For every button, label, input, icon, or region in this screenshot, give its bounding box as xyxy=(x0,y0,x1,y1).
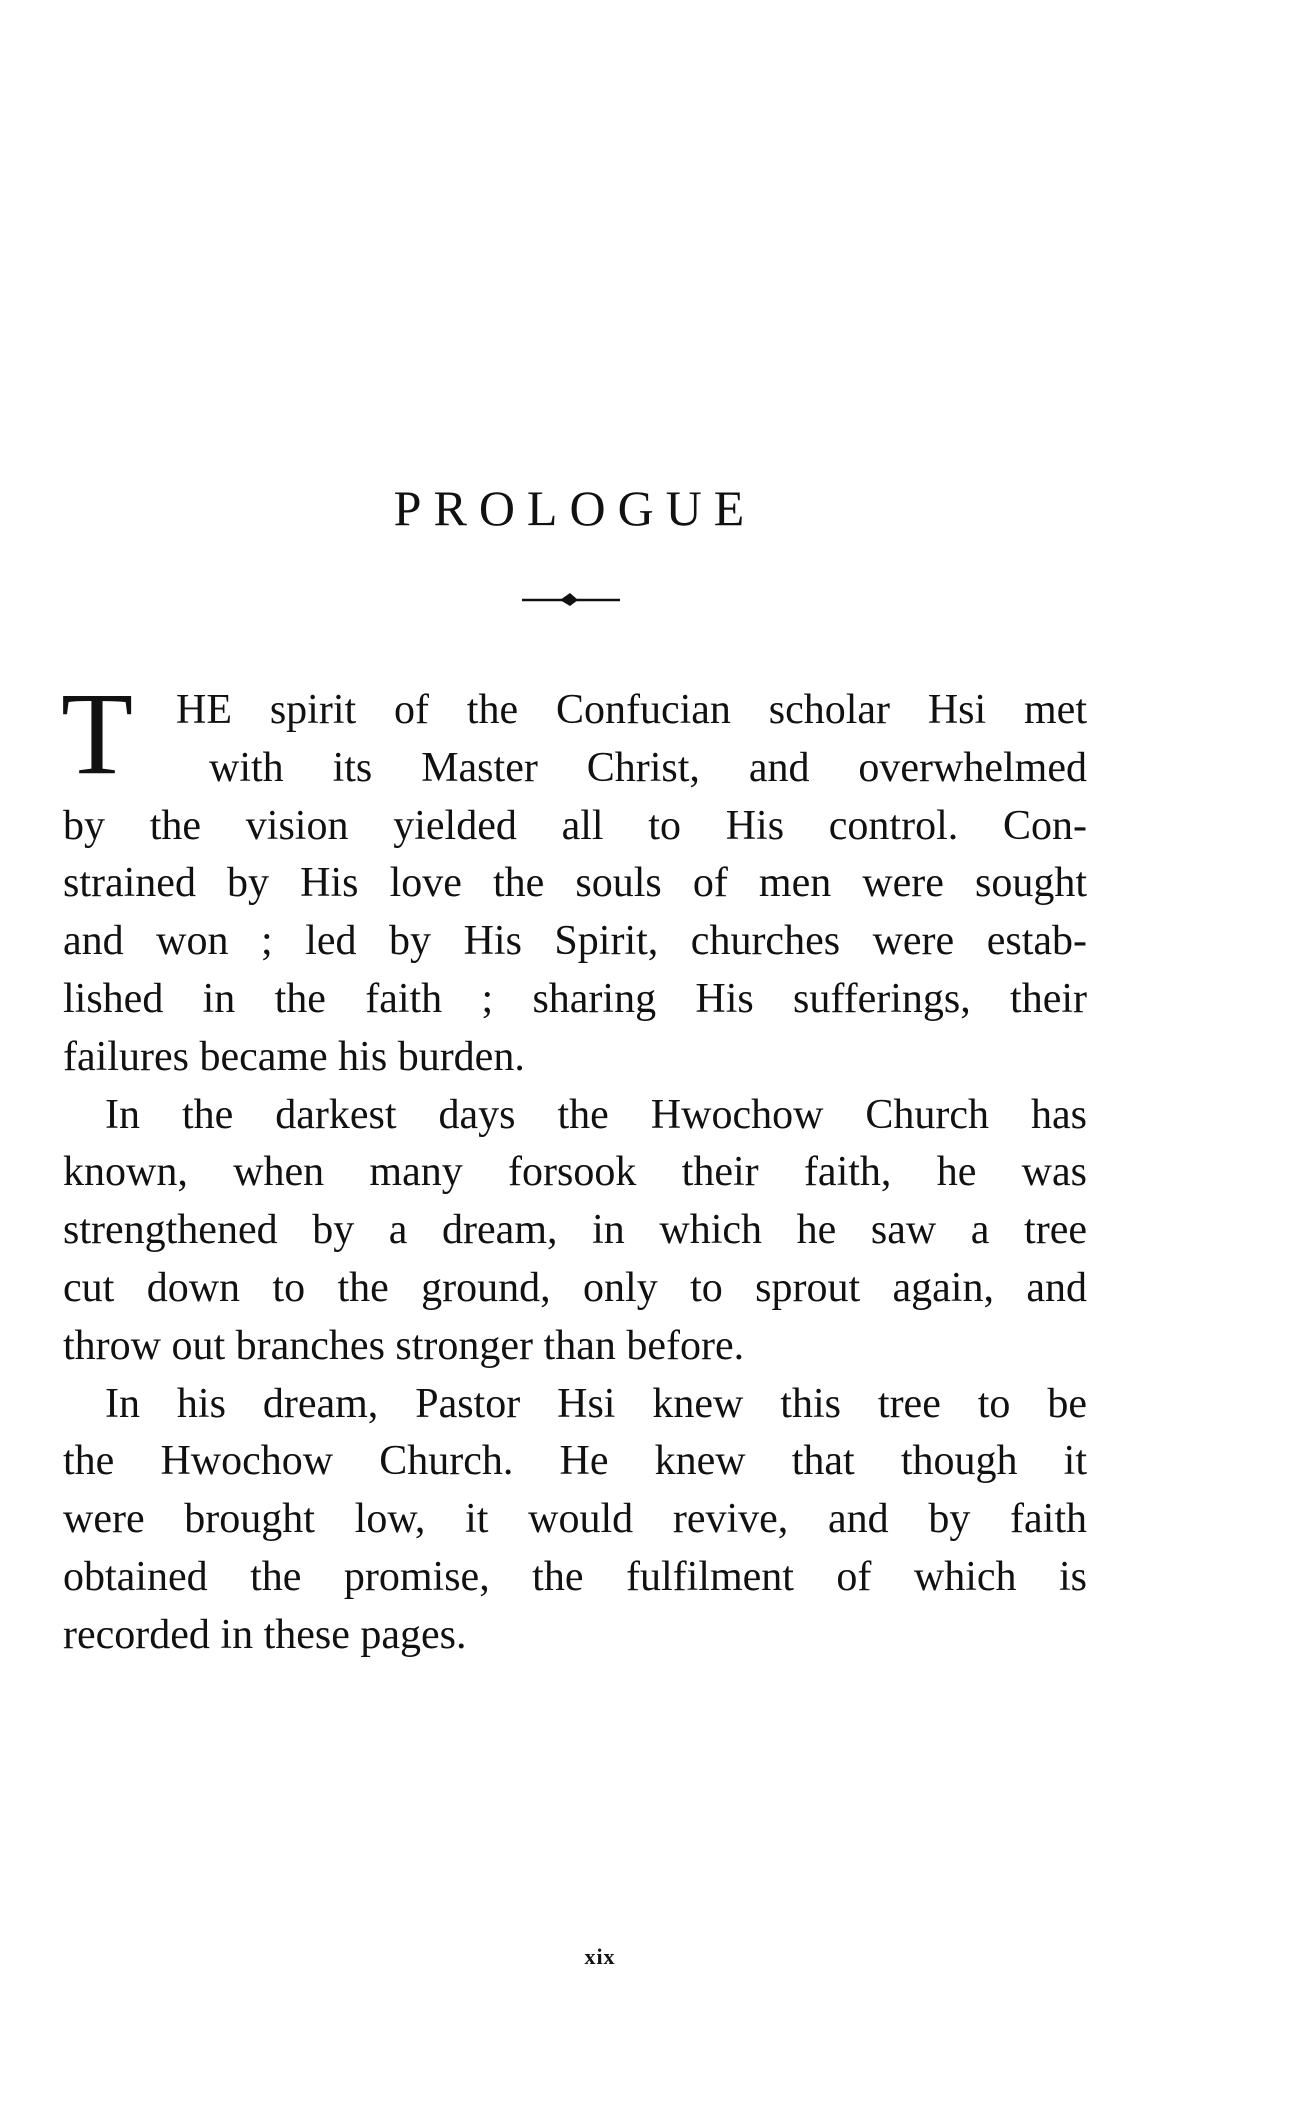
paragraph-3 xyxy=(63,1376,1087,1665)
prologue-text xyxy=(61,668,1087,1665)
paragraph-1 xyxy=(61,668,1087,1087)
paragraph-2 xyxy=(63,1087,1087,1376)
text-line: recorded in these pages. xyxy=(63,1611,467,1658)
page-number: xix xyxy=(584,1944,616,1969)
text-line: known, when many forsook their faith, he was xyxy=(63,1149,1087,1196)
text-line: obtained the promise, the fulfilment of which is xyxy=(63,1553,1087,1600)
text-line: In his dream, Pastor Hsi knew this tree to be xyxy=(105,1380,1087,1427)
page-title: PROLOGUE xyxy=(393,480,757,536)
drop-cap: T xyxy=(61,668,134,799)
text-line: and won ; led by His Spirit, churches were estab- xyxy=(63,918,1087,965)
text-line: by the vision yielded all to His control. Con- xyxy=(63,802,1087,849)
ornament-divider xyxy=(520,586,622,610)
text-line: were brought low, it would revive, and by faith xyxy=(63,1496,1087,1543)
text-line: strengthened by a dream, in which he saw a tree xyxy=(63,1207,1087,1254)
text-line: lished in the faith ; sharing His sufferings, their xyxy=(63,975,1087,1022)
text-line: cut down to the ground, only to sprout again, and xyxy=(63,1264,1087,1311)
text-line: HE spirit of the Confucian scholar Hsi met xyxy=(176,687,1087,733)
text-line: In the darkest days the Hwochow Church has xyxy=(105,1091,1087,1138)
text-line: strained by His love the souls of men were sought xyxy=(63,860,1087,907)
text-line: the Hwochow Church. He knew that though it xyxy=(63,1438,1087,1485)
text-line: throw out branches stronger than before. xyxy=(63,1322,745,1369)
text-line: with its Master Christ, and overwhelmed xyxy=(209,744,1087,791)
text-line: failures became his burden. xyxy=(63,1033,525,1080)
